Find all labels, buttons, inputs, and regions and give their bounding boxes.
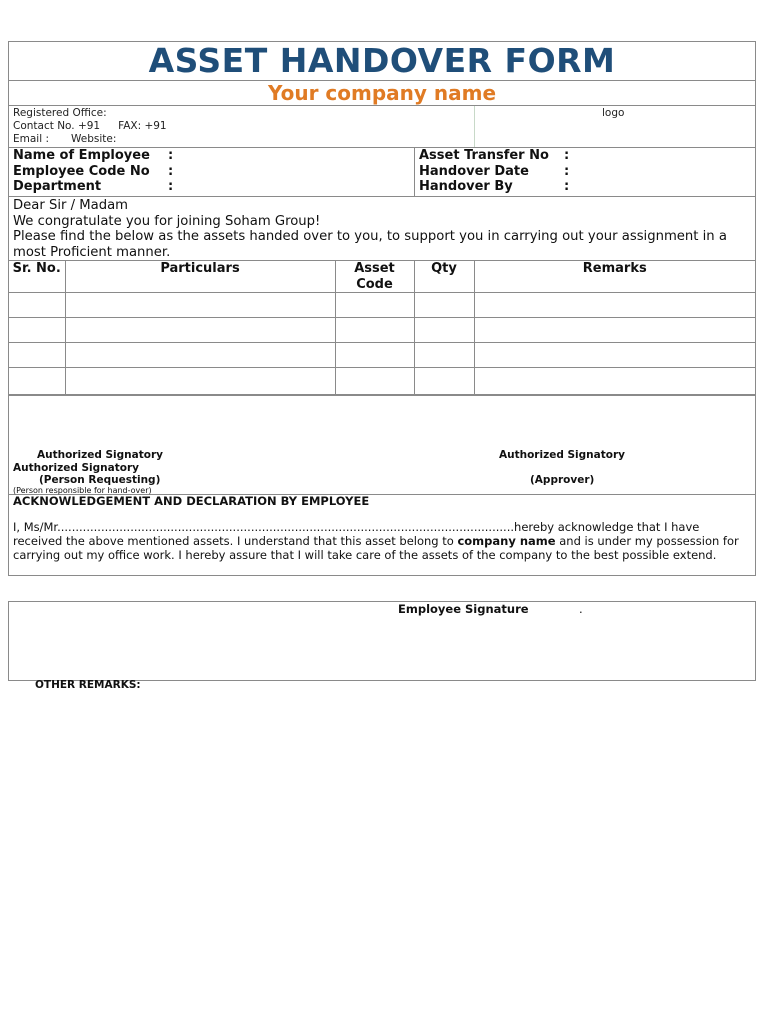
handover-date-field[interactable]: Handover Date : <box>419 163 570 179</box>
table-cell[interactable] <box>65 293 335 318</box>
left-signatory-note: (Person responsible for hand-over) <box>13 486 152 495</box>
fax-number: FAX: +91 <box>118 120 167 132</box>
congratulation: We congratulate you for joining Soham Group! <box>13 213 321 229</box>
table-cell[interactable] <box>9 368 65 395</box>
employee-right-column <box>419 148 569 195</box>
intro-text <box>9 197 755 261</box>
form-title: ASSET HANDOVER FORM <box>148 41 616 80</box>
table-row <box>9 368 755 395</box>
table-cell[interactable] <box>9 293 65 318</box>
table-row <box>9 293 755 318</box>
table-cell[interactable] <box>335 343 414 368</box>
company-name: Your company name <box>267 81 497 105</box>
header-remarks: Remarks <box>474 261 755 293</box>
handover-by-field[interactable]: Handover By : <box>419 179 570 194</box>
table-cell[interactable] <box>474 318 755 343</box>
employee-divider <box>414 148 415 196</box>
table-cell[interactable] <box>9 343 65 368</box>
asset-transfer-field[interactable]: Asset Transfer No : <box>419 148 570 163</box>
employee-details <box>9 148 755 197</box>
table-header <box>9 261 755 293</box>
employee-name-field[interactable]: Name of Employee : <box>13 148 174 163</box>
table-cell[interactable] <box>335 318 414 343</box>
table-cell[interactable] <box>65 343 335 368</box>
contact-number: Contact No. +91 <box>13 120 101 132</box>
header-sr-no: Sr. No. <box>9 261 65 293</box>
office-divider <box>474 106 475 147</box>
employee-signature-box[interactable] <box>8 601 756 681</box>
company-name-row <box>9 81 755 106</box>
left-signatory-role: (Person Requesting) <box>39 474 161 486</box>
table-cell[interactable] <box>474 293 755 318</box>
intro-body: Please find the below as the assets handed over to you, to support you in carrying out your assignment in a most Proficient manner. <box>13 229 727 260</box>
right-signatory-role: (Approver) <box>530 474 595 486</box>
website-label: Website: <box>71 133 117 145</box>
left-signatory-mid: Authorized Signatory <box>13 462 139 474</box>
contact-line <box>13 120 755 133</box>
table-cell[interactable] <box>335 293 414 318</box>
header-particulars: Particulars <box>65 261 335 293</box>
assets-table-row <box>9 261 755 396</box>
other-remarks-label: OTHER REMARKS: <box>35 679 141 691</box>
office-details <box>9 106 755 148</box>
header-asset-code: Asset Code <box>335 261 414 293</box>
signatory-section <box>9 396 755 495</box>
acknowledgement-heading: ACKNOWLEDGEMENT AND DECLARATION BY EMPLOYEE <box>13 494 370 508</box>
acknowledgement-body: I, Ms/Mr.............................................................................................................................hereby acknowledge that I have received the above mentioned assets. I understand that this asset belong to company name and is under my possession for carrying out my office work. I hereby assure that I will take care of the assets of the company to the best possible extend. <box>13 520 739 562</box>
table-row <box>9 343 755 368</box>
employee-left-column <box>13 148 173 195</box>
table-cell[interactable] <box>9 318 65 343</box>
table-cell[interactable] <box>474 368 755 395</box>
employee-signature-label: Employee Signature <box>398 602 529 616</box>
form-title-row <box>9 42 755 81</box>
left-signatory-top: Authorized Signatory <box>37 449 163 461</box>
table-cell[interactable] <box>65 368 335 395</box>
email-label: Email : <box>13 133 50 145</box>
assets-table <box>9 261 755 395</box>
asset-handover-form <box>8 41 756 576</box>
registered-office: Registered Office: <box>13 107 107 119</box>
table-row <box>9 318 755 343</box>
greeting: Dear Sir / Madam <box>13 198 129 213</box>
right-signatory-top: Authorized Signatory <box>499 449 625 461</box>
header-qty: Qty <box>414 261 474 293</box>
email-line <box>13 133 755 146</box>
acknowledgement-section <box>9 495 755 575</box>
department-field[interactable]: Department : <box>13 179 174 194</box>
table-cell[interactable] <box>414 343 474 368</box>
signature-dot: . <box>579 602 583 616</box>
table-cell[interactable] <box>65 318 335 343</box>
table-cell[interactable] <box>414 318 474 343</box>
table-cell[interactable] <box>414 293 474 318</box>
company-name-emphasis: company name <box>457 534 556 548</box>
table-cell[interactable] <box>414 368 474 395</box>
employee-code-field[interactable]: Employee Code No : <box>13 163 174 179</box>
table-cell[interactable] <box>474 343 755 368</box>
logo-placeholder: logo <box>602 107 625 119</box>
table-cell[interactable] <box>335 368 414 395</box>
